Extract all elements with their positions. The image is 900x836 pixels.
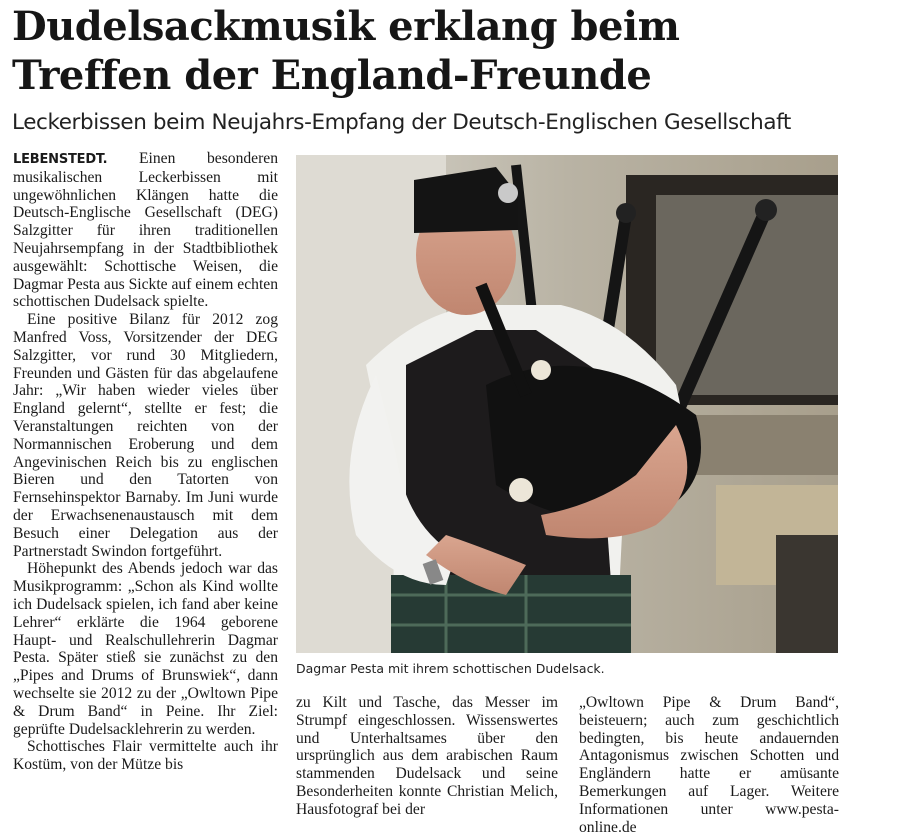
article-column-2 [296,694,558,819]
article-paragraph-4-end: „Owltown Pipe & Drum Band“, beisteuern; auch zum geschichtlich bedingten, bis heute andauernden Antagonismus zwischen Schotten und Engländern hatte er amüsante Bemerkungen auf Lager. Weitere Informationen unter www.pesta-online.de [579,694,839,836]
article-column-1 [13,150,278,818]
dateline: LEBENSTEDT. [13,152,108,167]
subheadline: Leckerbissen beim Neujahrs-Empfang der Deutsch-Englischen Gesellschaft [12,110,791,135]
paragraph-1-text: Einen besonderen musikalischen Leckerbissen mit ungewöhnlichen Klängen hatte die Deutsch-Englische Gesellschaft (DEG) Salzgitter für ihren traditionellen Neujahrsempfang in der Stadtbibliothek ausgewählt: Schottische Weisen, die Dagmar Pesta aus Sickte auf einem echten schottischen Dudelsack spielte. [13,150,278,311]
article-paragraph-1 [13,150,278,311]
article-paragraph-3: Höhepunkt des Abends jedoch war das Musikprogramm: „Schon als Kind wollte ich Dudelsack spielen, ich fand aber keine Lehrer“ erklärte die 1964 geborene Haupt- und Realschullehrerin Dagmar Pesta. Später stieß sie zunächst zu den „Pipes and Drums of Brunswiek“, dann wechselte sie 2012 zu der „Owltown Pipe & Drum Band“ in Peine. Ihr Ziel: geprüfte Dudelsacklehrerin zu werden. [13,560,278,738]
article-paragraph-4-start: Schottisches Flair vermittelte auch ihr Kostüm, von der Mütze bis [13,738,278,774]
article-paragraph-4-continued: zu Kilt und Tasche, das Messer im Strumpf eingeschlossen. Wissenswertes und Unterhaltsames über den ursprünglich aus dem arabischen Raum stammenden Dudelsack und seine Besonderheiten konnte Christian Melich, Hausfotograf bei der [296,694,558,818]
article-photo [296,155,838,653]
photo-caption: Dagmar Pesta mit ihrem schottischen Dudelsack. [296,661,605,676]
headline-line-1: Dudelsackmusik erklang beim [12,3,680,50]
headline-line-2: Treffen der England-Freunde [12,52,652,99]
article-column-3 [579,694,839,836]
headline [12,2,892,100]
article-paragraph-2: Eine positive Bilanz für 2012 zog Manfred Voss, Vorsitzender der DEG Salzgitter, vor rund 30 Mitgliedern, Freunden und Gästen für das abgelaufene Jahr: „Wir haben wieder vieles über England gelernt“, stellte er fest; die Veranstaltungen reichten von der Normannischen Eroberung und dem Angevinischen Reich bis zu englischen Bieren und den Tatorten von Fernsehinspektor Barnaby. Im Juni wurde der Erwachsenenaustausch mit dem Besuch einer Delegation aus der Partnerstadt Swindon fortgeführt. [13,311,278,560]
bagpiper-photo-illustration [296,155,838,653]
